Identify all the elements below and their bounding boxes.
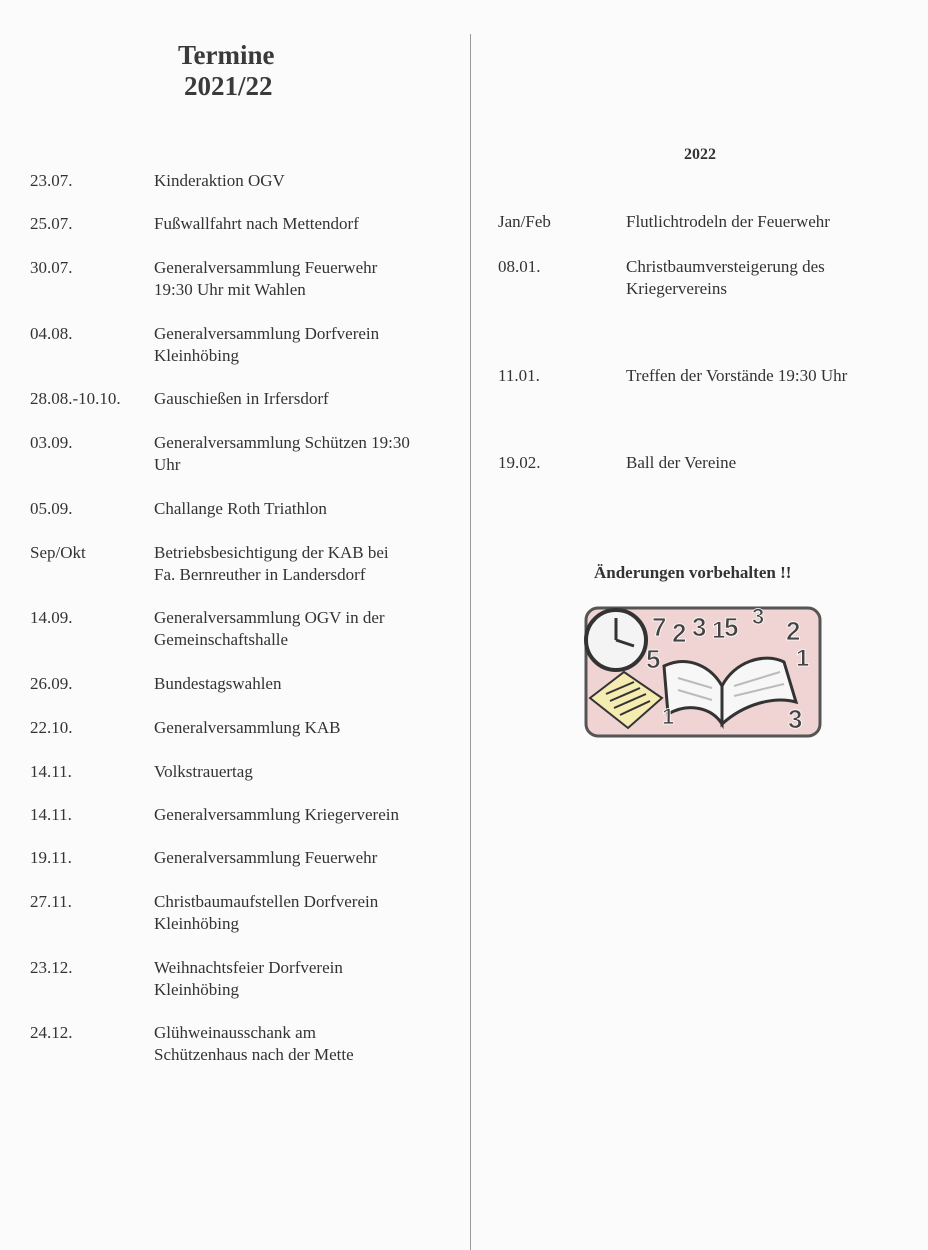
event-description: Generalversammlung Dorfverein [154, 324, 380, 343]
event-date: 30.07. [30, 258, 73, 277]
event-description: Flutlichtrodeln der Feuerwehr [626, 212, 830, 231]
event-date: 05.09. [30, 499, 73, 518]
calendar-book-clock-clipart [584, 606, 822, 738]
clipart-number: 2 [672, 618, 687, 648]
event-date: 26.09. [30, 674, 73, 693]
event-description: Fa. Bernreuther in Landersdorf [154, 565, 366, 584]
event-description: Kinderaktion OGV [154, 171, 285, 190]
event-date: 23.07. [30, 171, 73, 190]
clipart-number: 3 [788, 704, 803, 734]
changes-note: Änderungen vorbehalten !! [594, 563, 792, 582]
event-description: Kriegervereins [626, 279, 728, 298]
event-description: Generalversammlung Feuerwehr [154, 848, 378, 867]
clipart-number: 1 [712, 617, 726, 644]
event-description: Bundestagswahlen [154, 674, 282, 693]
clock-icon [586, 610, 646, 670]
event-date: 22.10. [30, 718, 73, 737]
event-description: Generalversammlung OGV in der [154, 608, 385, 627]
event-description: Glühweinausschank am [154, 1023, 316, 1042]
event-description: Kleinhöbing [154, 914, 239, 933]
clipart-number: 1 [662, 704, 675, 729]
event-description: Gauschießen in Irfersdorf [154, 389, 329, 408]
event-description: Generalversammlung KAB [154, 718, 341, 737]
column-divider [470, 34, 471, 1250]
event-description: Weihnachtsfeier Dorfverein [154, 958, 343, 977]
clipart-number: 5 [646, 644, 661, 674]
event-description: Volkstrauertag [154, 762, 253, 781]
event-description: Uhr [154, 455, 181, 474]
clipart-number: 1 [796, 645, 810, 672]
title-line-1: Termine [178, 40, 275, 70]
clipart-number: 3 [752, 606, 765, 629]
event-date: 24.12. [30, 1023, 73, 1042]
event-description: Ball der Vereine [626, 453, 737, 472]
event-date: 23.12. [30, 958, 73, 977]
title-line-2: 2021/22 [184, 71, 273, 101]
event-description: 19:30 Uhr mit Wahlen [154, 280, 306, 299]
event-description: Betriebsbesichtigung der KAB bei [154, 543, 389, 562]
event-date: Jan/Feb [498, 212, 551, 231]
event-description: Kleinhöbing [154, 980, 239, 999]
event-description: Christbaumaufstellen Dorfverein [154, 892, 379, 911]
event-description: Schützenhaus nach der Mette [154, 1045, 354, 1064]
event-date: 14.11. [30, 805, 72, 824]
clipart-number: 3 [692, 612, 707, 642]
event-description: Treffen der Vorstände 19:30 Uhr [626, 366, 848, 385]
event-date: 19.02. [498, 453, 541, 472]
event-description: Challange Roth Triathlon [154, 499, 327, 518]
clipart-number: 2 [786, 616, 801, 646]
event-date: 11.01. [498, 366, 540, 385]
page-title [178, 40, 275, 102]
event-date: 14.09. [30, 608, 73, 627]
clipart-number: 5 [724, 612, 739, 642]
event-date: 04.08. [30, 324, 73, 343]
event-date: 27.11. [30, 892, 72, 911]
clipart-number: 7 [652, 612, 667, 642]
right-heading: 2022 [684, 146, 716, 163]
event-description: Christbaumversteigerung des [626, 257, 825, 276]
event-date: 08.01. [498, 257, 541, 276]
event-description: Fußwallfahrt nach Mettendorf [154, 214, 359, 233]
event-description: Generalversammlung Schützen 19:30 [154, 433, 410, 452]
event-date: 19.11. [30, 848, 72, 867]
event-description: Generalversammlung Kriegerverein [154, 805, 399, 824]
event-description: Kleinhöbing [154, 346, 239, 365]
event-date: 28.08.-10.10. [30, 389, 121, 408]
event-description: Gemeinschaftshalle [154, 630, 289, 649]
event-date: 25.07. [30, 214, 73, 233]
event-date: 14.11. [30, 762, 72, 781]
event-description: Generalversammlung Feuerwehr [154, 258, 378, 277]
event-date: 03.09. [30, 433, 73, 452]
event-date: Sep/Okt [30, 543, 86, 562]
